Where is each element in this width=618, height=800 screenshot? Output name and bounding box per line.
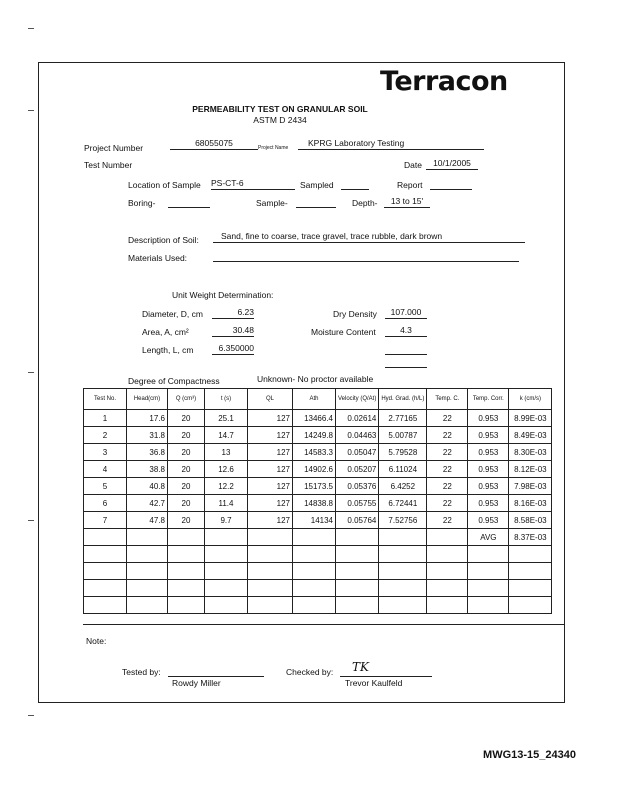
col-header: Test No. [84,389,127,410]
cell: 0.953 [468,427,509,444]
col-header: QL [248,389,293,410]
cell: 17.6 [127,410,168,427]
depth-value: 13 to 15' [384,196,430,208]
blank-line [385,367,427,368]
note-label: Note: [86,636,107,646]
cell: 0.953 [468,410,509,427]
length-value: 6.350000 [212,343,254,355]
col-header: Head(cm) [127,389,168,410]
cell: 127 [248,512,293,529]
sample-value [296,196,336,208]
cell: 0.953 [468,461,509,478]
cell: 8.12E-03 [509,461,552,478]
cell: 3 [84,444,127,461]
sample-label: Sample- [256,198,288,208]
project-number-label: Project Number [84,143,144,153]
cell: 22 [427,461,468,478]
cell: 2.77165 [379,410,427,427]
cell: 0.02614 [336,410,379,427]
dry-density-value: 107.000 [385,307,427,319]
cell: 36.8 [127,444,168,461]
empty-row [84,563,552,580]
checked-by-initials-signature: TK [352,660,369,674]
cell: 7.98E-03 [509,478,552,495]
note-section [83,624,565,703]
depth-label: Depth- [352,198,378,208]
cell: 1 [84,410,127,427]
table-row [84,478,552,495]
diameter-label: Diameter, D, cm [142,309,203,319]
table-row [84,512,552,529]
cell: 22 [427,478,468,495]
cell: 22 [427,410,468,427]
cell: 0.05755 [336,495,379,512]
col-header: Velocity (Q/At) [336,389,379,410]
unit-weight-heading: Unit Weight Determination: [172,290,274,300]
cell: 22 [427,427,468,444]
area-label: Area, A, cm² [142,327,189,337]
location-value: PS-CT-6 [211,178,295,190]
margin-tick [28,110,34,111]
report-label: Report [397,180,423,190]
cell: 5.00787 [379,427,427,444]
cell: 5.79528 [379,444,427,461]
checked-by-line [340,676,432,677]
description-value: Sand, fine to coarse, trace gravel, trace rubble, dark brown [213,231,525,243]
cell: 20 [168,427,205,444]
compactness-value: Unknown- No proctor available [257,374,374,384]
cell: 31.8 [127,427,168,444]
cell: 14134 [293,512,336,529]
cell: 20 [168,478,205,495]
empty-row [84,546,552,563]
cell: 8.30E-03 [509,444,552,461]
results-table [83,388,552,614]
cell: 9.7 [205,512,248,529]
cell: 0.953 [468,495,509,512]
tested-by-name: Rowdy Miller [172,678,221,688]
cell: 20 [168,495,205,512]
materials-label: Materials Used: [128,253,188,263]
moisture-value: 4.3 [385,325,427,337]
cell: 8.99E-03 [509,410,552,427]
description-label: Description of Soil: [128,235,199,245]
margin-tick [28,28,34,29]
cell: 4 [84,461,127,478]
cell: 127 [248,461,293,478]
project-number-value: 68055075 [170,138,258,150]
date-value: 10/1/2005 [426,158,478,170]
avg-value: 8.37E-03 [509,529,552,546]
cell: 14249.8 [293,427,336,444]
compactness-label: Degree of Compactness [128,376,220,386]
terracon-logo: Terracon [380,66,508,97]
cell: 11.4 [205,495,248,512]
moisture-label: Moisture Content [311,327,376,337]
cell: 38.8 [127,461,168,478]
margin-tick [28,715,34,716]
cell: 14583.3 [293,444,336,461]
cell: 20 [168,512,205,529]
cell: 12.2 [205,478,248,495]
area-value: 30.48 [212,325,254,337]
cell: 127 [248,495,293,512]
dry-density-label: Dry Density [333,309,377,319]
col-header: Q (cm³) [168,389,205,410]
cell: 0.04463 [336,427,379,444]
margin-tick [28,372,34,373]
sampled-label: Sampled [300,180,334,190]
table-row [84,427,552,444]
cell: 25.1 [205,410,248,427]
cell: 20 [168,444,205,461]
cell: 8.49E-03 [509,427,552,444]
table-header-row [84,389,552,410]
tested-by-label: Tested by: [122,667,161,677]
cell: 7.52756 [379,512,427,529]
margin-tick [28,520,34,521]
location-label: Location of Sample [128,180,201,190]
cell: 8.16E-03 [509,495,552,512]
cell: 2 [84,427,127,444]
project-name-value: KPRG Laboratory Testing [298,138,484,150]
form-title: PERMEABILITY TEST ON GRANULAR SOIL [192,104,368,114]
cell: 5 [84,478,127,495]
cell: 20 [168,461,205,478]
col-header: Temp. C. [427,389,468,410]
diameter-value: 6.23 [212,307,254,319]
boring-value [168,196,210,208]
cell: 40.8 [127,478,168,495]
cell: 47.8 [127,512,168,529]
document-id: MWG13-15_24340 [483,749,576,761]
cell: 6 [84,495,127,512]
cell: 15173.5 [293,478,336,495]
table-row [84,410,552,427]
cell: 6.11024 [379,461,427,478]
checked-by-label: Checked by: [286,667,334,677]
col-header: k (cm/s) [509,389,552,410]
cell: 42.7 [127,495,168,512]
cell: 22 [427,495,468,512]
checked-by-name: Trevor Kaulfeld [345,678,403,688]
cell: 14.7 [205,427,248,444]
project-name-label: Project Name [258,145,289,151]
empty-row [84,580,552,597]
cell: 0.05376 [336,478,379,495]
cell: 13 [205,444,248,461]
table-row [84,461,552,478]
table-row [84,444,552,461]
cell: 20 [168,410,205,427]
cell: 8.58E-03 [509,512,552,529]
col-header: t (s) [205,389,248,410]
tested-by-line [168,676,264,677]
cell: 6.72441 [379,495,427,512]
sampled-value [341,178,369,190]
cell: 127 [248,478,293,495]
cell: 127 [248,427,293,444]
cell: 13466.4 [293,410,336,427]
cell: 14902.6 [293,461,336,478]
boring-label: Boring- [128,198,156,208]
cell: 22 [427,512,468,529]
cell: 0.05207 [336,461,379,478]
cell: 22 [427,444,468,461]
blank-line [385,354,427,355]
avg-row [84,529,552,546]
form-standard: ASTM D 2434 [253,115,307,125]
cell: 127 [248,444,293,461]
cell: 0.05764 [336,512,379,529]
cell: 127 [248,410,293,427]
materials-value [213,250,519,262]
col-header: Hyd. Grad. (h/L) [379,389,427,410]
report-value [430,178,472,190]
col-header: Temp. Corr. [468,389,509,410]
cell: 0.953 [468,512,509,529]
cell: 0.953 [468,444,509,461]
cell: 12.6 [205,461,248,478]
table-row [84,495,552,512]
length-label: Length, L, cm [142,345,194,355]
col-header: Ath [293,389,336,410]
cell: 14838.8 [293,495,336,512]
cell: 0.953 [468,478,509,495]
cell: 0.05047 [336,444,379,461]
cell: 7 [84,512,127,529]
avg-label: AVG [468,529,509,546]
date-label: Date [404,160,422,170]
test-number-label: Test Number [84,160,133,170]
cell: 6.4252 [379,478,427,495]
empty-row [84,597,552,614]
